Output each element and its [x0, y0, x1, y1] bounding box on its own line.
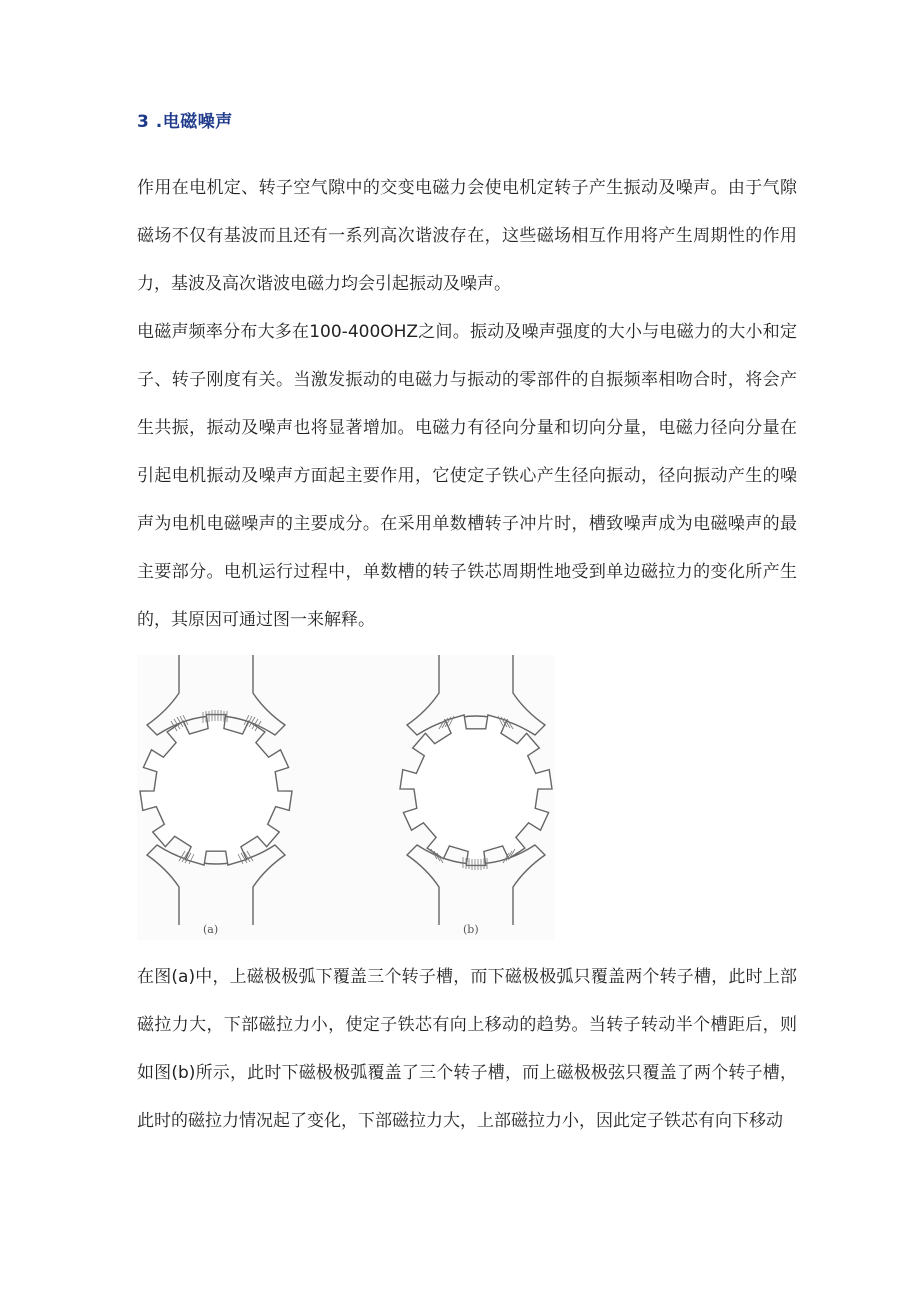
caption-b: (b): [463, 923, 479, 936]
section-heading: 3 .电磁噪声: [137, 112, 233, 132]
diagram-a: [140, 655, 292, 936]
paragraph-3: 在图(a)中，上磁极极弧下覆盖三个转子槽，而下磁极极弧只覆盖两个转子槽，此时上部磁拉力大，下部磁拉力小，使定子铁芯有向上移动的趋势。当转子转动半个槽距后，则如图(b)所示，此时下磁极极弧覆盖了三个转子槽，而上磁极极弦只覆盖了两个转子槽，此时的磁拉力情况起了变化，下部磁拉力大，上部磁拉力小，因此定子铁芯有向下移动: [137, 967, 797, 1131]
rotor-slot-figure: [137, 655, 555, 940]
lower-pole-a: [147, 845, 285, 925]
rotor-a: [140, 715, 292, 866]
rotor-diagrams: [137, 655, 555, 940]
rotor-b: [400, 715, 552, 866]
upper-pole-b: [407, 655, 545, 735]
diagram-b: [400, 655, 552, 936]
paragraph-2: 电磁声频率分布大多在100-400OHZ之间。振动及噪声强度的大小与电磁力的大小和定子、转子刚度有关。当激发振动的电磁力与振动的零部件的自振频率相吻合时，将会产生共振，振动及噪声也将显著增加。电磁力有径向分量和切向分量，电磁力径向分量在引起电机振动及噪声方面起主要作用，它使定子铁心产生径向振动，径向振动产生的噪声为电机电磁噪声的主要成分。在采用单数槽转子冲片时，槽致噪声成为电磁噪声的最主要部分。电机运行过程中，单数槽的转子铁芯周期性地受到单边磁拉力的变化所产生的，其原因可通过图一来解释。: [137, 322, 797, 630]
paragraph-1: 作用在电机定、转子空气隙中的交变电磁力会使电机定转子产生振动及噪声。由于气隙磁场不仅有基波而且还有一系列高次谐波存在，这些磁场相互作用将产生周期性的作用力，基波及高次谐波电磁力均会引起振动及噪声。: [137, 178, 797, 294]
caption-a: (a): [203, 923, 219, 936]
